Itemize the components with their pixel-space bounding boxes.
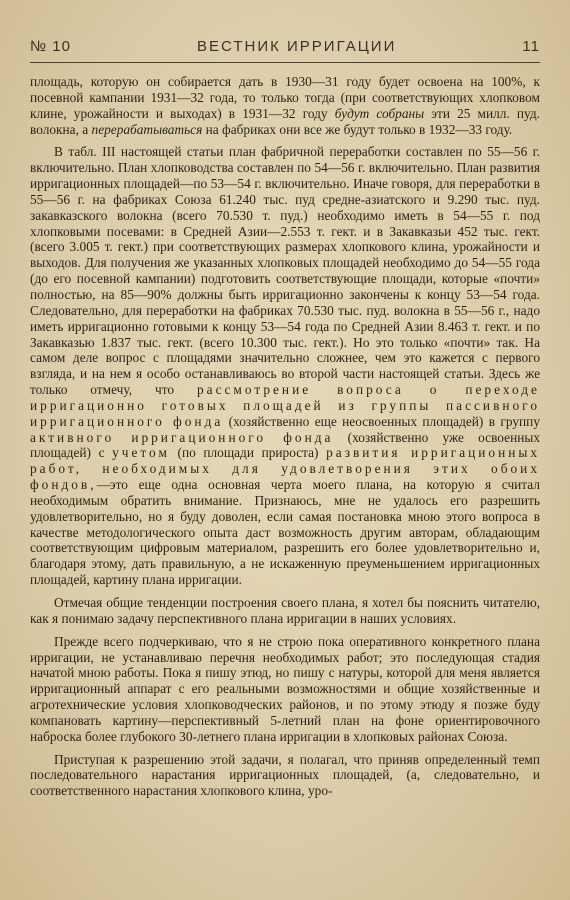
italic-phrase: перерабатываться bbox=[91, 121, 203, 137]
spaced-phrase: рассмотрение вопроса о переходе ирригационно готовых площадей из группы пассивного ирригационного фонда bbox=[30, 382, 540, 429]
text-run: —это еще одна основная черта моего плана, на которую я считал необходимым обратить внимание. Признаюсь, мне не удалось его разрешить удовлетворительно, но я буду доволен, если самая постановка мною этого вопроса в качестве методологического опыта даст возможность другим авторам, обладающим соответствующим цифровым материалом, разрешить его более удовлетворительно и, благодаря этому, дать правильную, а не искаженную преуменьшением ирригационных площадей, картину плана ирригации. bbox=[30, 477, 540, 588]
journal-title: ВЕСТНИК ИРРИГАЦИИ bbox=[196, 38, 397, 55]
article-body bbox=[30, 74, 540, 806]
text-run: эти 25 милл. пуд. волокна, а bbox=[30, 105, 541, 137]
text-run: Отмечая общие тенденции построения своего плана, я хотел бы пояснить читателю, как я понимаю задачу перспективного плана ирригации в наших условиях. bbox=[30, 595, 540, 626]
text-run: Приступая к разрешению этой задачи, я полагал, что приняв определенный темп последовательного нарастания ирригационных площадей, (а, следовательно, и соответственного нарастания хлопкового клина, уро- bbox=[30, 751, 540, 799]
paragraph bbox=[30, 74, 540, 137]
text-run: Прежде всего подчеркиваю, что я не строю пока оперативного конкретного плана ирригации, не устанавливаю перечня необходимых работ; это последующая стадия начатой мною работы. Пока я пишу этюд, но пишу с натуры, которой для меня является ирригационный аппарат с его реальными возможностями и общие хозяйственные и агротехнические условия хлопководческих районов, и по этому этюду я позже буду компановать картину—перспективный 5-летний план на фоне ориентировочного наброска более глубокого 30-летнего плана ирригации в хлопковых районах Союза. bbox=[30, 633, 540, 744]
spaced-phrase: развития ирригационных работ, необходимых для удовлетворения этих обоих фондов, bbox=[30, 445, 541, 493]
spaced-phrase: активного ирригационного фонда bbox=[30, 429, 334, 445]
paragraph bbox=[30, 144, 540, 588]
text-run: площадь, которую он собирается дать в 1930—31 году будет освоена на 100%, к посевной кампании 1931—32 года, то только тогда (при соответствующих хлопковом клине, урожайности и выходах) в 1931—32 году bbox=[30, 74, 540, 121]
italic-phrase: будут собраны bbox=[334, 105, 425, 121]
issue-number: № 10 bbox=[30, 38, 71, 55]
page-number: 11 bbox=[522, 38, 540, 55]
text-run: на фабриках они все же будут только в 1932—33 году. bbox=[202, 121, 513, 137]
running-header bbox=[30, 38, 540, 60]
paragraph bbox=[30, 634, 540, 745]
text-run: (по площади прироста) bbox=[169, 445, 327, 461]
header-rule bbox=[30, 62, 540, 63]
text-run: В табл. III настоящей статьи план фабричной переработки составлен по 55—56 г. включительно. План хлопководства составлен по 54—56 г. включительно. План развития ирригационных площадей—по 53—54 г. включительно. Иначе говоря, для переработки в 55—56 г. на фабриках Союза 61.240 тыс. пуд средне-азиатского и 9.290 тыс. пуд. закавказского волокна (всего 70.530 т. пуд.) необходимо иметь в 54—55 г. под хлопковыми посевами: в Средней Азии—2.553 т. гект. и в Закавказьи 452 тыс. гект. (всего 3.005 т. гект.) при соответствующих размерах хлопкового клина, урожайности и выходов. Для получения же указанных хлопковых площадей необходимо до 54—55 года (до его посевной кампании) подготовить соответствующие площади, которые «почти» полностью, на 85—90% должны быть ирригационно закончены к концу 53—54 года. Следовательно, для переработки на фабриках 70.530 тыс. пуд. волокна в 55—56 г., надо иметь ирригационно готовыми к концу 53—54 года по Средней Азии 8.463 т. гект. и по Закавказью 1.837 тыс. гект. (всего 10.300 тыс. гект.). Но это только «почти» так. На самом деле вопрос с площадями значительно сложнее, чем это кажется с первого взгляда, и на нем я особо останавливаюсь во второй части настоящей статьи. Здесь же только отмечу, что bbox=[30, 144, 540, 398]
text-run: (хозяйственно еще неосвоенных площадей) в группу bbox=[223, 413, 540, 429]
text-run: (хозяйственно уже освоенных площадей) с bbox=[30, 429, 540, 461]
paragraph bbox=[30, 595, 540, 627]
paragraph bbox=[30, 752, 540, 800]
spaced-phrase: учетом bbox=[112, 445, 170, 461]
